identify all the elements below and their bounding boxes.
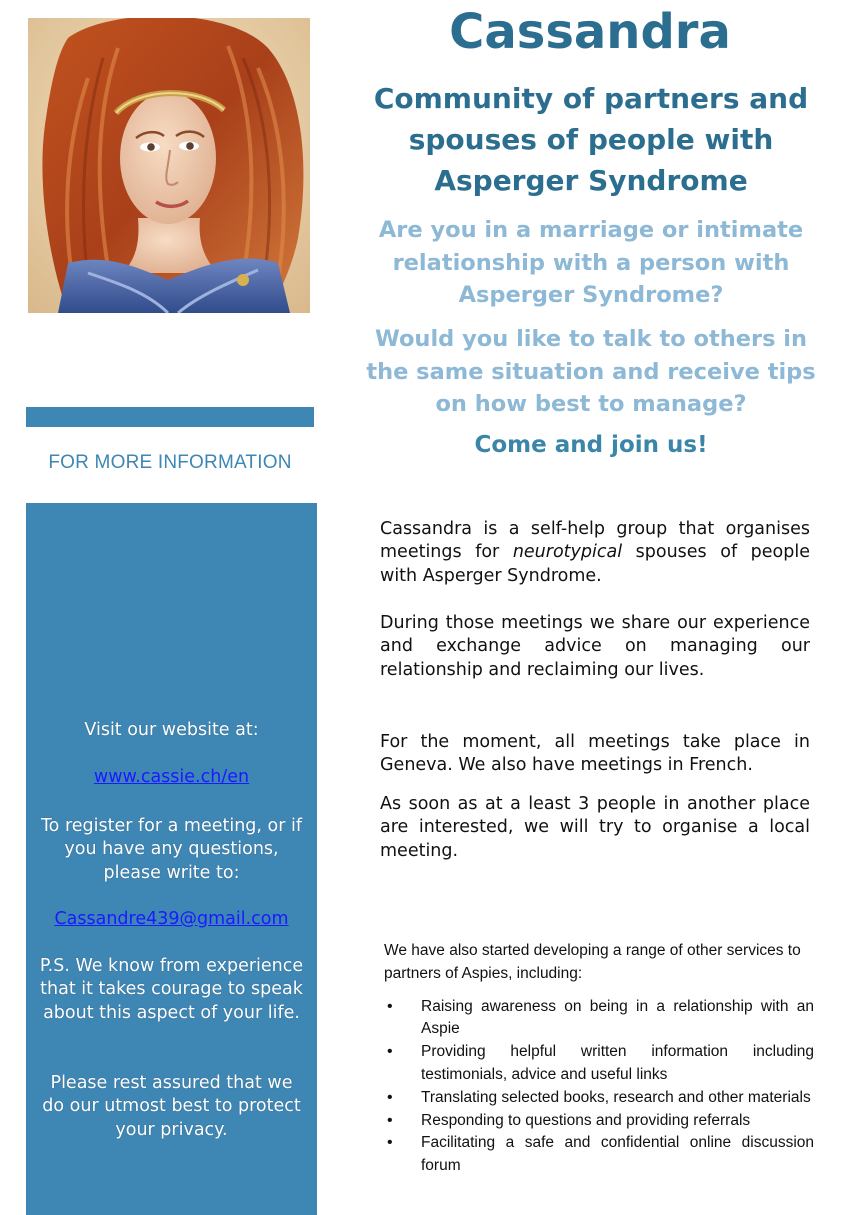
intro-paragraph xyxy=(380,518,810,588)
email-link-wrapper xyxy=(26,908,317,931)
list-item-text: Raising awareness on being in a relationship with an Aspie xyxy=(421,997,814,1038)
website-link-wrapper xyxy=(26,766,317,789)
cassandra-portrait-image xyxy=(28,18,310,313)
ps-note: P.S. We know from experience that it takes courage to speak about this aspect of your life. xyxy=(39,956,304,1023)
intro-text-end: spouses of people with Asperger Syndrome. xyxy=(380,542,810,586)
page-subtitle: Community of partners and spouses of people with Asperger Syndrome xyxy=(373,82,809,197)
list-item xyxy=(384,996,814,1042)
website-link[interactable]: www.cassie.ch/en xyxy=(93,767,250,787)
list-item xyxy=(384,1041,814,1087)
list-item xyxy=(384,1087,814,1110)
location-paragraph xyxy=(380,731,810,778)
list-item xyxy=(384,1110,814,1133)
meetings-text: During those meetings we share our experience and exchange advice on managing our relationship and reclaiming our lives. xyxy=(380,613,810,680)
bullet-icon: • xyxy=(387,997,393,1015)
decorative-divider-bar xyxy=(26,407,314,427)
privacy-note: Please rest assured that we do our utmost best to protect your privacy. xyxy=(42,1073,301,1140)
intro-emphasis: neurotypical xyxy=(512,542,623,563)
email-link[interactable]: Cassandre439@gmail.com xyxy=(54,909,289,929)
local-meeting-text: As soon as at a least 3 people in another place are interested, we will try to organise a local meeting. xyxy=(380,794,810,861)
more-info-heading: FOR MORE INFORMATION xyxy=(48,452,292,473)
question-talk-to-others: Would you like to talk to others in the same situation and receive tips on how best to manage? xyxy=(366,326,816,417)
question-relationship: Are you in a marriage or intimate relationship with a person with Asperger Syndrome? xyxy=(378,217,804,308)
portrait-illustration xyxy=(28,18,310,313)
bullet-icon: • xyxy=(387,1111,393,1129)
intro-text-start: Cassandra is a self-help group that organises meetings for xyxy=(380,519,810,563)
register-instructions: To register for a meeting, or if you have any questions, please write to: xyxy=(40,816,303,883)
visit-website-label: Visit our website at: xyxy=(84,720,259,740)
meetings-paragraph xyxy=(380,612,810,682)
bullet-icon: • xyxy=(387,1043,393,1061)
list-item-text: Translating selected books, research and other materials xyxy=(421,1088,811,1106)
services-section xyxy=(384,940,814,1178)
bullet-icon: • xyxy=(387,1088,393,1106)
location-text: For the moment, all meetings take place in Geneva. We also have meetings in French. xyxy=(380,732,810,776)
list-item-text: Responding to questions and providing referrals xyxy=(421,1111,751,1129)
local-meeting-paragraph xyxy=(380,793,810,863)
list-item xyxy=(384,1132,814,1178)
bullet-icon: • xyxy=(387,1134,393,1152)
page-title: Cassandra xyxy=(449,4,731,60)
call-to-action: Come and join us! xyxy=(474,432,708,458)
list-item-text: Providing helpful written information including testimonials, advice and useful links xyxy=(421,1043,814,1083)
services-list xyxy=(384,996,814,1178)
contact-sidebar xyxy=(26,503,317,1215)
services-intro: We have also started developing a range of other services to partners of Aspies, including: xyxy=(384,942,801,982)
list-item-text: Facilitating a safe and confidential online discussion forum xyxy=(421,1134,814,1175)
